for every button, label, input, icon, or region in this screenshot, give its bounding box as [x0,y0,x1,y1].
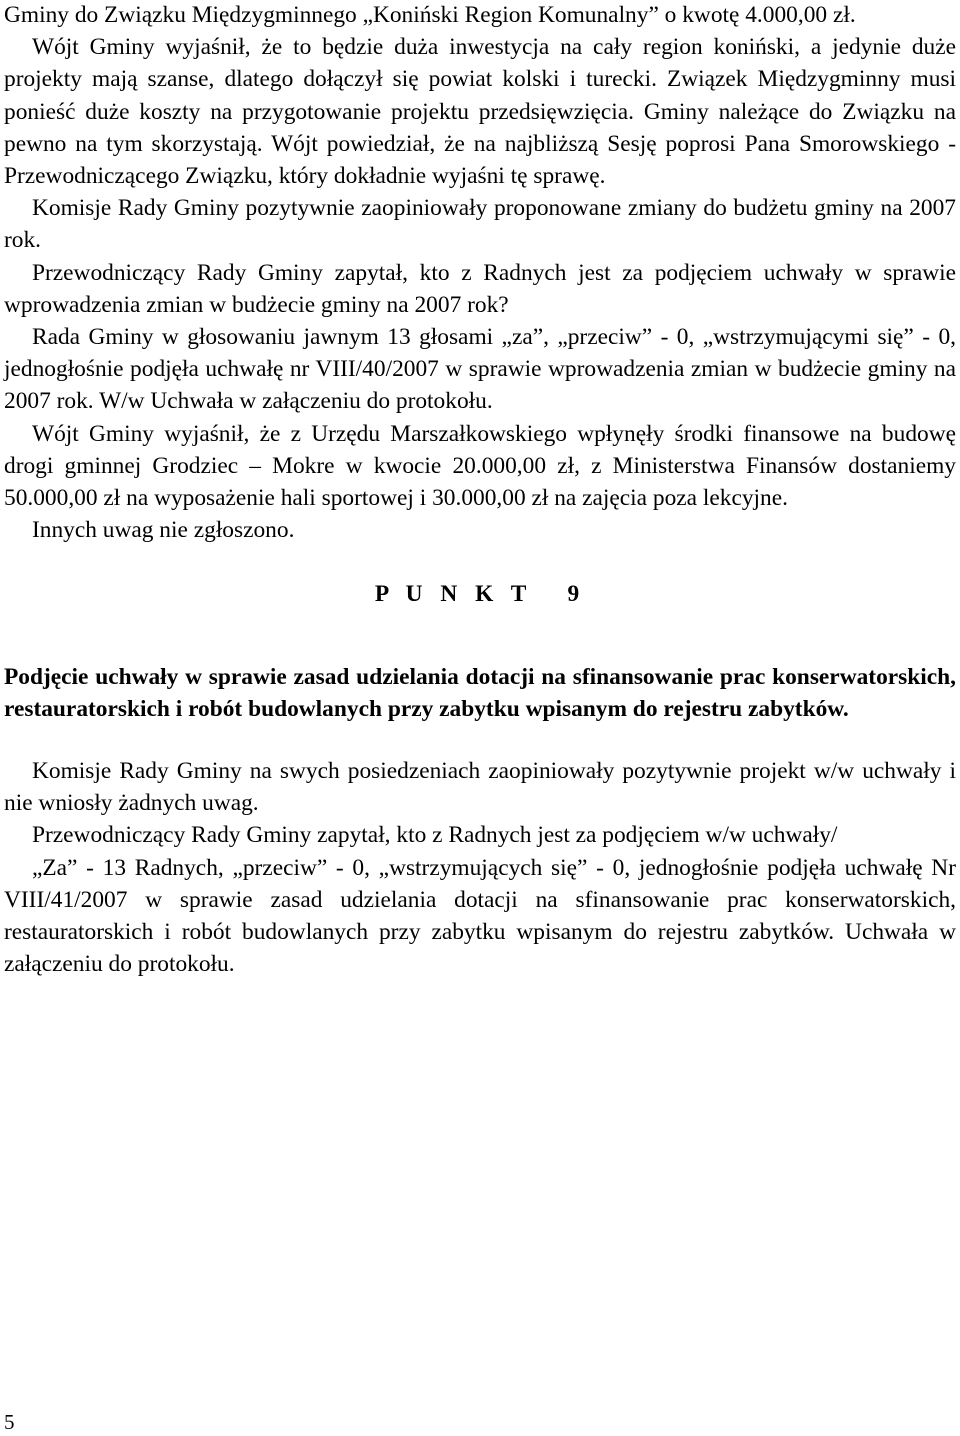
paragraph-vote-result: Rada Gminy w głosowaniu jawnym 13 głosami „za”, „przeciw” - 0, „wstrzymującymi się” - 0, jednogłośnie podjęła uchwałę nr VIII/40/2007 w sprawie wprowadzenia zmian w budżecie gminy na 2007 rok. W/w Uchwała w załączeniu do protokołu. [4,324,956,415]
document-page [4,0,956,980]
spacer [4,546,956,578]
paragraph-vote-result-2: „Za” - 13 Radnych, „przeciw” - 0, „wstrzymujących się” - 0, jednogłośnie podjęła uchwałę Nr VIII/41/2007 w sprawie zasad udzielania dotacji na sfinansowanie prac konserwatorskich, restauratorskich i robót budowlanych przy zabytku wpisanym do rejestru zabytków. Uchwała w załączeniu do protokołu. [4,854,956,978]
paragraph-continuation: Gminy do Związku Międzygminnego „Koniński Region Komunalny” o kwotę 4.000,00 zł. [4,2,856,28]
paragraph-komisje-positive: Komisje Rady Gminy na swych posiedzeniach zaopiniowały pozytywnie projekt w/w uchwały i nie wniosły żadnych uwag. [4,758,956,817]
spacer [4,611,956,661]
page-number: 5 [4,1410,15,1434]
paragraph-wojt-explanation: Wójt Gminy wyjaśnił, że to będzie duża inwestycja na cały region koniński, a jedynie duże projekty mają szanse, dlatego dołączył się powiat kolski i turecki. Związek Międzygminny musi ponieść duże koszty na przygotowanie projektu przedsięwzięcia. Gminy należące do Związku na pewno na tym skorzystają. Wójt powiedział, że na najbliższą Sesję poprosi Pana Smorowskiego - Przewodniczącego Związku, który dokładnie wyjaśni tę sprawę. [4,34,956,190]
paragraph-chairman-question: Przewodniczący Rady Gminy zapytał, kto z Radnych jest za podjęciem uchwały w sprawie wprowadzenia zmian w budżecie gminy na 2007 rok? [4,259,956,318]
paragraph-no-remarks: Innych uwag nie zgłoszono. [32,517,295,544]
section-heading: Podjęcie uchwały w sprawie zasad udzielania dotacji na sfinansowanie prac konserwatorskich, restauratorskich i robót budowlanych przy zabytku wpisanym do rejestru zabytków. [4,663,956,722]
spacer [4,725,956,755]
paragraph-funding-info: Wójt Gminy wyjaśnił, że z Urzędu Marszałkowskiego wpłynęły środki finansowe na budowę drogi gminnej Grodziec – Mokre w kwocie 20.000,00 zł, z Ministerstwa Finansów dostaniemy 50.000,00 zł na wyposażenie hali sportowej i 30.000,00 zł na zajęcia poza lekcyjne. [4,420,956,512]
paragraph-chairman-question-2: Przewodniczący Rady Gminy zapytał, kto z Radnych jest za podjęciem w/w uchwały/ [32,822,838,849]
paragraph-komisje-opinion: Komisje Rady Gminy pozytywnie zaopiniowały proponowane zmiany do budżetu gminy na 2007 rok. [4,195,956,254]
section-number-title: P U N K T 9 [374,581,586,608]
